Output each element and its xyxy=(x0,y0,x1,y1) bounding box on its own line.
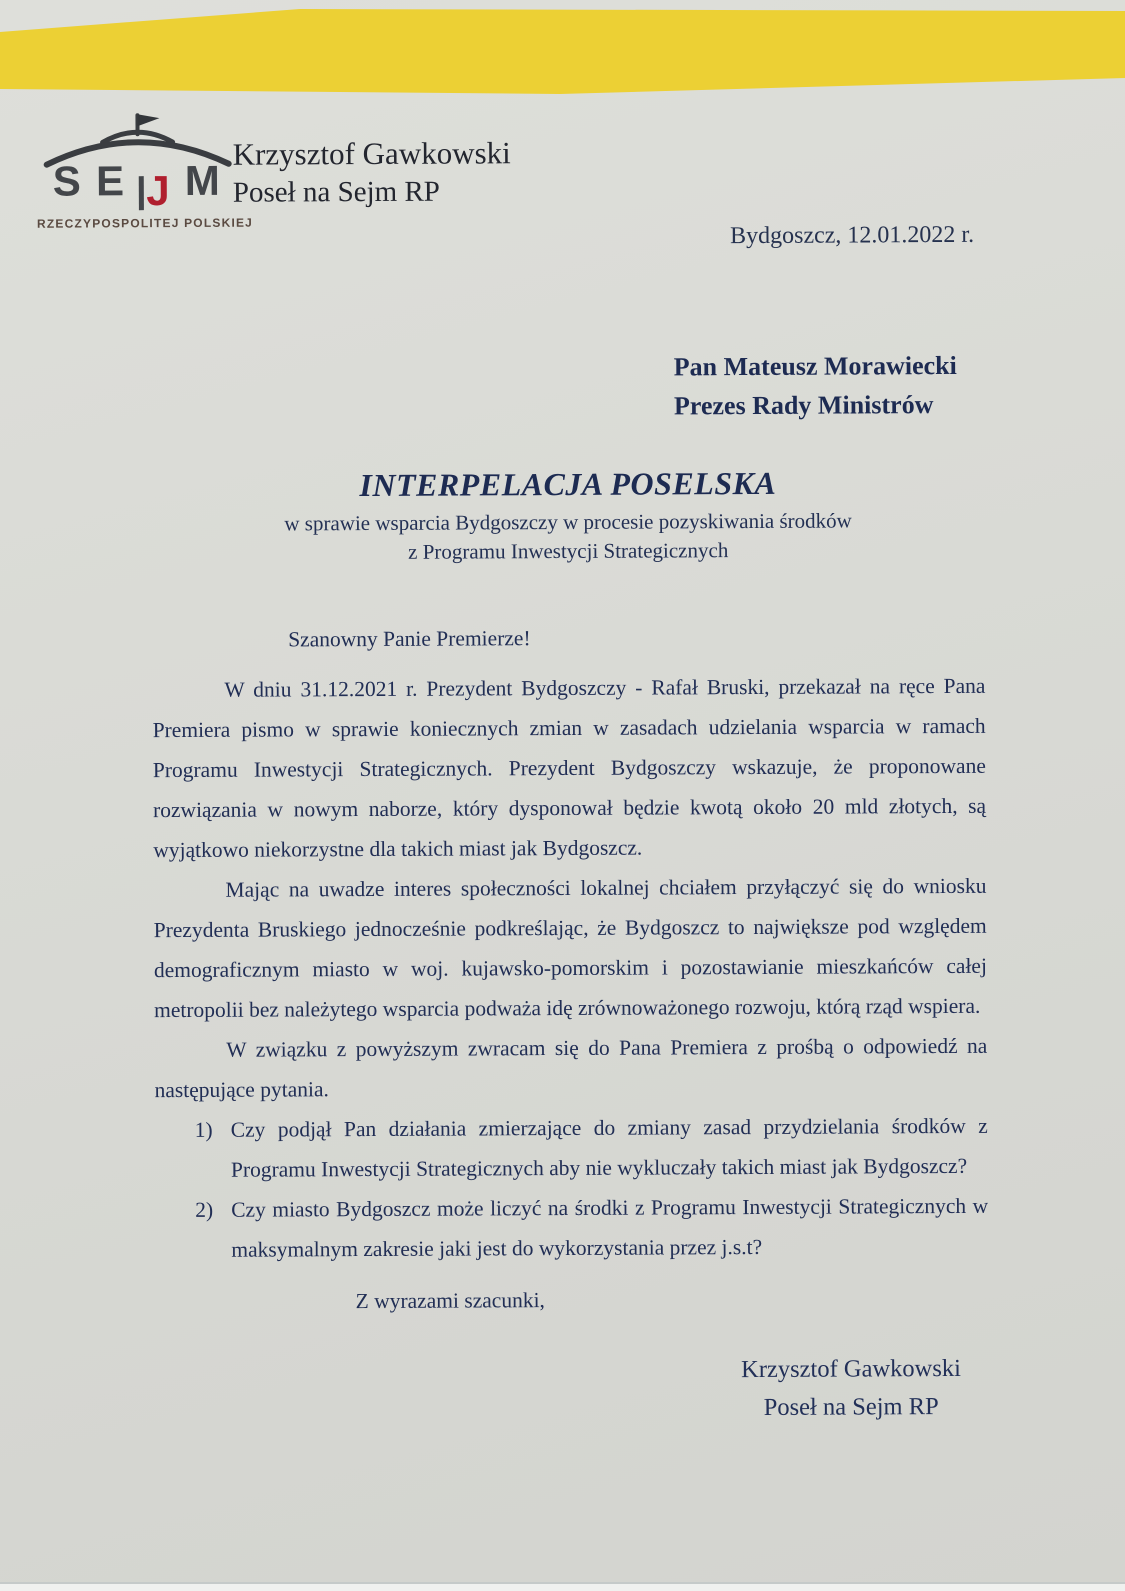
logo-letter-e: E xyxy=(95,157,125,205)
paragraph-1: W dniu 31.12.2021 r. Prezydent Bydgoszczy - Rafał Bruski, przekazał na ręce Pana Premiera pismo w sprawie koniecznych zmian w zasadach udzielania wsparcia w ramach Programu Inwestycji Strategicznych. Prezydent Bydgoszczy wskazuje, że proponowane rozwiązania w nowym naborze, który dysponował będzie kwotą około 20 mld złotych, są wyjątkowo niekorzystne dla takich miast jak Bydgoszcz. xyxy=(152,673,987,863)
salutation: Szanowny Panie Premierze! xyxy=(288,626,531,652)
question-item-2 xyxy=(155,1186,988,1270)
signature-title: Poseł na Sejm RP xyxy=(763,1393,939,1421)
sender-block xyxy=(233,134,511,211)
logo-letter-s: S xyxy=(52,157,81,205)
question-2-number: 2) xyxy=(195,1197,214,1222)
logo-caption: RZECZYPOSPOLITEJ POLSKIEJ xyxy=(36,215,254,231)
question-item-1 xyxy=(155,1106,988,1190)
addressee-name: Pan Mateusz Morawiecki xyxy=(673,350,957,382)
subject-line-2: z Programu Inwestycji Strategicznych xyxy=(408,538,729,564)
logo-j-red: J xyxy=(146,167,170,215)
subject-line-1: w sprawie wsparcia Bydgoszczy w procesie pozyskiwania środków xyxy=(284,508,852,536)
question-1-number: 1) xyxy=(194,1117,213,1142)
question-2-text: Czy miasto Bydgoszcz może liczyć na środki z Programu Inwestycji Strategicznych w maksymalnym zakresie jaki jest do wykorzystania przez j.s.t? xyxy=(231,1193,989,1262)
addressee-block xyxy=(674,346,957,425)
signature-block xyxy=(701,1350,1001,1428)
question-list xyxy=(155,1106,989,1270)
sender-name: Krzysztof Gawkowski xyxy=(232,135,511,172)
letter-body xyxy=(152,616,989,1322)
logo-letter-j xyxy=(139,167,170,215)
paragraph-3: W związku z powyższym zwracam się do Pana Premiera z prośbą o odpowiedź na następujące pytania. xyxy=(154,1033,988,1103)
dateline: Bydgoszcz, 12.01.2022 r. xyxy=(730,221,975,250)
document-title: INTERPELACJA POSELSKA xyxy=(359,464,777,504)
photo-edge-strip xyxy=(0,1584,1125,1591)
question-1-text: Czy podjął Pan działania zmierzające do zmiany zasad przydzielania środków z Programu Inwestycji Strategicznych aby nie wykluczały takich miast jak Bydgoszcz? xyxy=(230,1113,988,1182)
document-subject xyxy=(152,506,985,568)
logo-letter-m: M xyxy=(184,156,220,204)
sejm-logo xyxy=(36,106,254,231)
signature-name: Krzysztof Gawkowski xyxy=(741,1354,961,1384)
logo-j-bar xyxy=(139,176,144,210)
closing-phrase: Z wyrazami szacunki, xyxy=(355,1288,545,1314)
paragraph-2: Mając na uwadze interes społeczności lokalnej chciałem przyłączyć się do wniosku Prezydenta Bruskiego jednocześnie podkreślając, że Bydgoszcz to największe pod względem demograficznym miasto w woj. kujawsko-pomorskim i pozostawianie mieszkańców całej metropolii bez należytego wsparcia podważa idę zrównoważonego rozwoju, którą rząd wspiera. xyxy=(153,873,987,1023)
addressee-title: Prezes Rady Ministrów xyxy=(673,390,934,421)
sender-title: Poseł na Sejm RP xyxy=(232,175,440,209)
sejm-logo-word xyxy=(39,156,234,215)
